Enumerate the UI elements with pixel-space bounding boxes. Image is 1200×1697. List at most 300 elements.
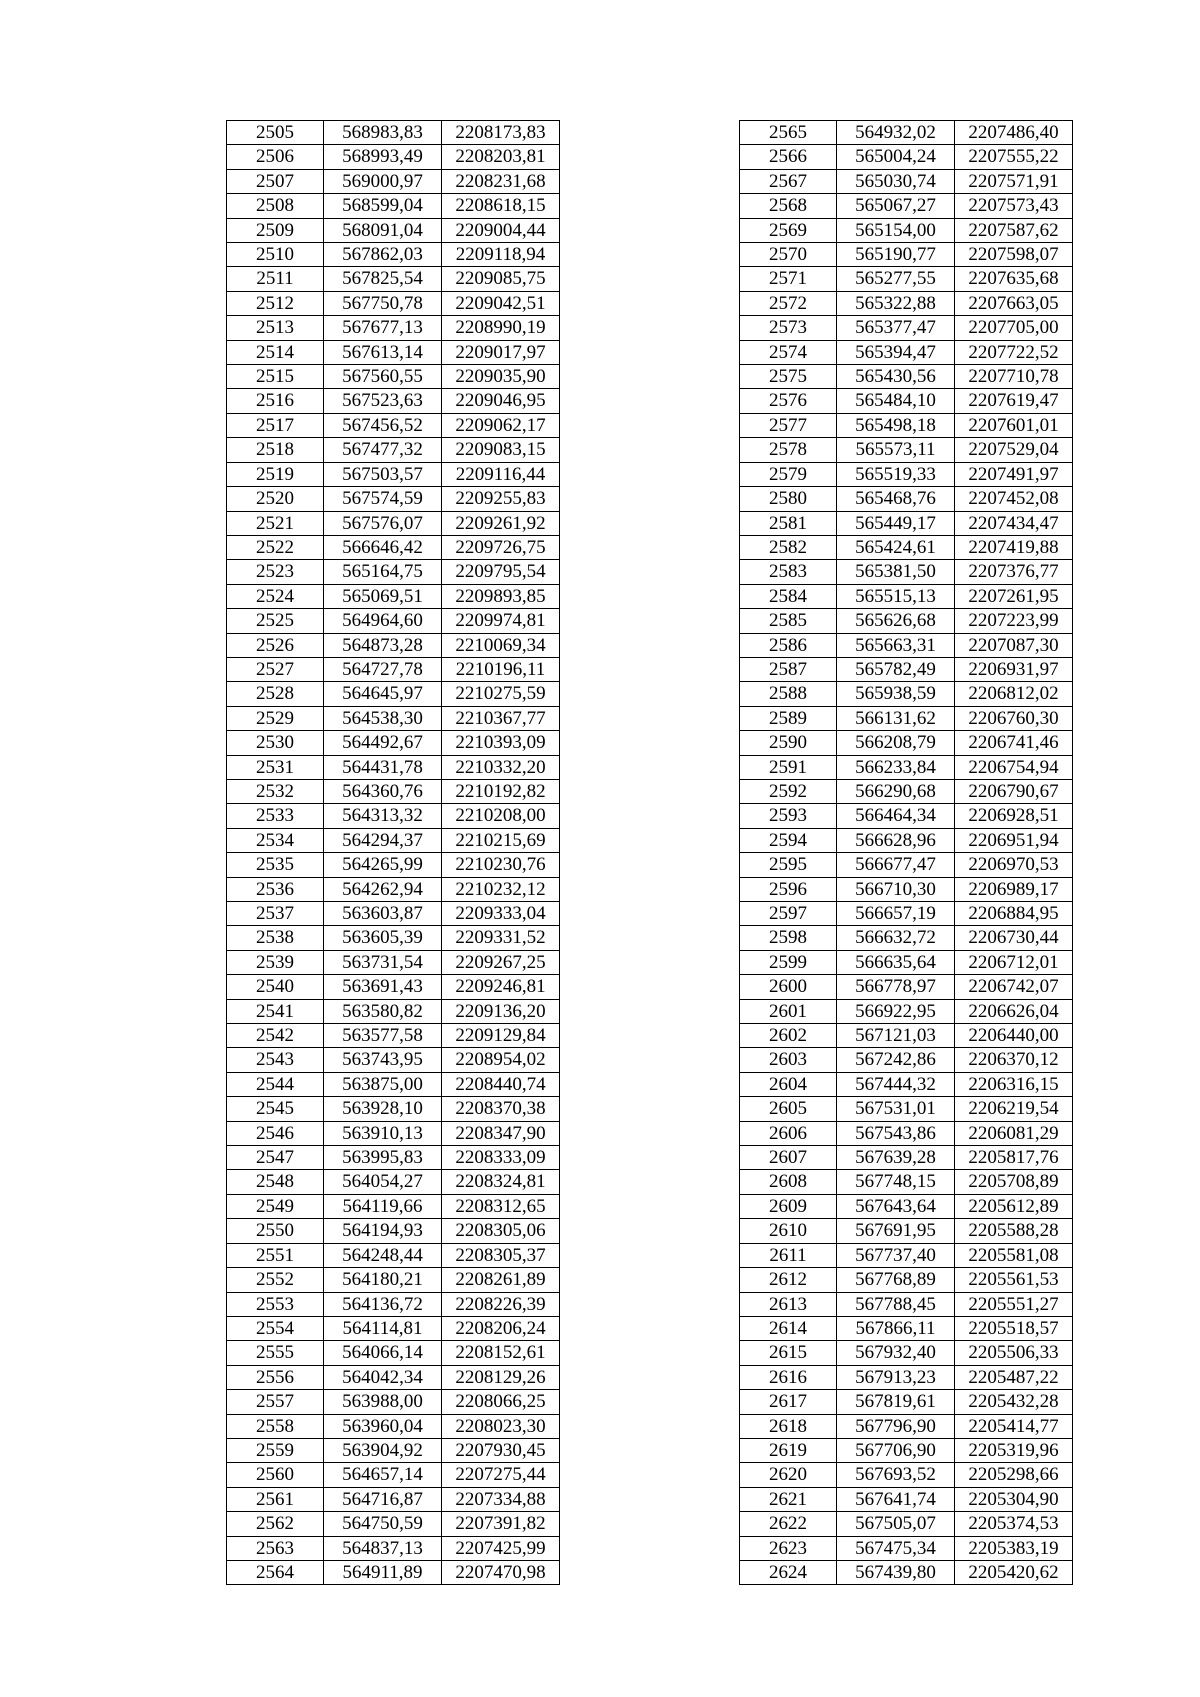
point-number-cell: 2519 xyxy=(227,462,324,486)
x-coordinate-cell: 567862,03 xyxy=(324,243,442,267)
y-coordinate-cell: 2206440,00 xyxy=(955,1024,1073,1048)
table-row xyxy=(740,1341,1073,1365)
y-coordinate-cell: 2207663,05 xyxy=(955,291,1073,315)
x-coordinate-cell: 564194,93 xyxy=(324,1219,442,1243)
y-coordinate-cell: 2209261,92 xyxy=(442,511,560,535)
point-number-cell: 2602 xyxy=(740,1024,837,1048)
x-coordinate-cell: 567641,74 xyxy=(837,1487,955,1511)
point-number-cell: 2585 xyxy=(740,609,837,633)
y-coordinate-cell: 2209035,90 xyxy=(442,365,560,389)
y-coordinate-cell: 2206928,51 xyxy=(955,804,1073,828)
x-coordinate-cell: 567768,89 xyxy=(837,1268,955,1292)
y-coordinate-cell: 2209893,85 xyxy=(442,584,560,608)
x-coordinate-cell: 566628,96 xyxy=(837,828,955,852)
table-row xyxy=(740,706,1073,730)
table-row xyxy=(740,950,1073,974)
y-coordinate-cell: 2206760,30 xyxy=(955,706,1073,730)
table-row xyxy=(227,926,560,950)
point-number-cell: 2598 xyxy=(740,926,837,950)
x-coordinate-cell: 565069,51 xyxy=(324,584,442,608)
x-coordinate-cell: 566632,72 xyxy=(837,926,955,950)
y-coordinate-cell: 2208954,02 xyxy=(442,1048,560,1072)
x-coordinate-cell: 565394,47 xyxy=(837,340,955,364)
point-number-cell: 2505 xyxy=(227,121,324,145)
y-coordinate-cell: 2208023,30 xyxy=(442,1414,560,1438)
x-coordinate-cell: 563605,39 xyxy=(324,926,442,950)
x-coordinate-cell: 564313,32 xyxy=(324,804,442,828)
y-coordinate-cell: 2207571,91 xyxy=(955,169,1073,193)
point-number-cell: 2622 xyxy=(740,1512,837,1536)
point-number-cell: 2563 xyxy=(227,1536,324,1560)
y-coordinate-cell: 2209795,54 xyxy=(442,560,560,584)
y-coordinate-cell: 2206989,17 xyxy=(955,877,1073,901)
table-row xyxy=(227,413,560,437)
y-coordinate-cell: 2209267,25 xyxy=(442,950,560,974)
y-coordinate-cell: 2209042,51 xyxy=(442,291,560,315)
table-row xyxy=(227,1219,560,1243)
x-coordinate-cell: 567477,32 xyxy=(324,438,442,462)
table-row xyxy=(740,1170,1073,1194)
x-coordinate-cell: 564837,13 xyxy=(324,1536,442,1560)
point-number-cell: 2509 xyxy=(227,218,324,242)
x-coordinate-cell: 566778,97 xyxy=(837,975,955,999)
point-number-cell: 2569 xyxy=(740,218,837,242)
point-number-cell: 2621 xyxy=(740,1487,837,1511)
y-coordinate-cell: 2209004,44 xyxy=(442,218,560,242)
x-coordinate-cell: 566710,30 xyxy=(837,877,955,901)
x-coordinate-cell: 566657,19 xyxy=(837,902,955,926)
point-number-cell: 2558 xyxy=(227,1414,324,1438)
table-row xyxy=(740,804,1073,828)
table-row xyxy=(740,1316,1073,1340)
y-coordinate-cell: 2208226,39 xyxy=(442,1292,560,1316)
table-row xyxy=(740,657,1073,681)
y-coordinate-cell: 2209083,15 xyxy=(442,438,560,462)
table-row xyxy=(227,340,560,364)
y-coordinate-cell: 2206712,01 xyxy=(955,950,1073,974)
y-coordinate-cell: 2209129,84 xyxy=(442,1024,560,1048)
y-coordinate-cell: 2207619,47 xyxy=(955,389,1073,413)
x-coordinate-cell: 563960,04 xyxy=(324,1414,442,1438)
table-row xyxy=(227,657,560,681)
y-coordinate-cell: 2205518,57 xyxy=(955,1316,1073,1340)
x-coordinate-cell: 568599,04 xyxy=(324,194,442,218)
x-coordinate-cell: 567737,40 xyxy=(837,1243,955,1267)
table-row xyxy=(740,1560,1073,1584)
point-number-cell: 2557 xyxy=(227,1390,324,1414)
point-number-cell: 2541 xyxy=(227,999,324,1023)
x-coordinate-cell: 564727,78 xyxy=(324,657,442,681)
point-number-cell: 2610 xyxy=(740,1219,837,1243)
x-coordinate-cell: 564262,94 xyxy=(324,877,442,901)
x-coordinate-cell: 564294,37 xyxy=(324,828,442,852)
y-coordinate-cell: 2207491,97 xyxy=(955,462,1073,486)
point-number-cell: 2555 xyxy=(227,1341,324,1365)
point-number-cell: 2524 xyxy=(227,584,324,608)
table-row xyxy=(227,194,560,218)
point-number-cell: 2589 xyxy=(740,706,837,730)
table-row xyxy=(740,975,1073,999)
table-row xyxy=(227,145,560,169)
y-coordinate-cell: 2206370,12 xyxy=(955,1048,1073,1072)
table-row xyxy=(227,1048,560,1072)
table-row xyxy=(227,267,560,291)
y-coordinate-cell: 2210393,09 xyxy=(442,731,560,755)
y-coordinate-cell: 2207223,99 xyxy=(955,609,1073,633)
x-coordinate-cell: 566464,34 xyxy=(837,804,955,828)
table-row xyxy=(740,487,1073,511)
x-coordinate-cell: 565322,88 xyxy=(837,291,955,315)
point-number-cell: 2512 xyxy=(227,291,324,315)
x-coordinate-cell: 563904,92 xyxy=(324,1438,442,1462)
table-row xyxy=(227,169,560,193)
table-row xyxy=(740,560,1073,584)
x-coordinate-cell: 564538,30 xyxy=(324,706,442,730)
x-coordinate-cell: 563577,58 xyxy=(324,1024,442,1048)
x-coordinate-cell: 563910,13 xyxy=(324,1121,442,1145)
y-coordinate-cell: 2208305,37 xyxy=(442,1243,560,1267)
table-row xyxy=(227,1121,560,1145)
point-number-cell: 2521 xyxy=(227,511,324,535)
table-row xyxy=(740,243,1073,267)
table-row xyxy=(740,535,1073,559)
point-number-cell: 2536 xyxy=(227,877,324,901)
y-coordinate-cell: 2206081,29 xyxy=(955,1121,1073,1145)
y-coordinate-cell: 2208173,83 xyxy=(442,121,560,145)
x-coordinate-cell: 564964,60 xyxy=(324,609,442,633)
point-number-cell: 2554 xyxy=(227,1316,324,1340)
x-coordinate-cell: 563731,54 xyxy=(324,950,442,974)
y-coordinate-cell: 2207391,82 xyxy=(442,1512,560,1536)
table-row xyxy=(227,584,560,608)
point-number-cell: 2553 xyxy=(227,1292,324,1316)
point-number-cell: 2604 xyxy=(740,1072,837,1096)
table-row xyxy=(227,1292,560,1316)
table-row xyxy=(227,1438,560,1462)
x-coordinate-cell: 566635,64 xyxy=(837,950,955,974)
y-coordinate-cell: 2207419,88 xyxy=(955,535,1073,559)
table-row xyxy=(740,218,1073,242)
y-coordinate-cell: 2207486,40 xyxy=(955,121,1073,145)
table-row xyxy=(227,365,560,389)
y-coordinate-cell: 2205581,08 xyxy=(955,1243,1073,1267)
point-number-cell: 2613 xyxy=(740,1292,837,1316)
x-coordinate-cell: 568993,49 xyxy=(324,145,442,169)
point-number-cell: 2531 xyxy=(227,755,324,779)
x-coordinate-cell: 565663,31 xyxy=(837,633,955,657)
y-coordinate-cell: 2210367,77 xyxy=(442,706,560,730)
table-row xyxy=(227,779,560,803)
point-number-cell: 2546 xyxy=(227,1121,324,1145)
table-row xyxy=(740,853,1073,877)
table-row xyxy=(740,1512,1073,1536)
table-body xyxy=(740,121,1073,1585)
y-coordinate-cell: 2208618,15 xyxy=(442,194,560,218)
point-number-cell: 2624 xyxy=(740,1560,837,1584)
table-row xyxy=(740,877,1073,901)
x-coordinate-cell: 566233,84 xyxy=(837,755,955,779)
table-row xyxy=(227,1146,560,1170)
x-coordinate-cell: 565381,50 xyxy=(837,560,955,584)
table-row xyxy=(227,243,560,267)
point-number-cell: 2592 xyxy=(740,779,837,803)
table-row xyxy=(740,779,1073,803)
point-number-cell: 2600 xyxy=(740,975,837,999)
y-coordinate-cell: 2206970,53 xyxy=(955,853,1073,877)
y-coordinate-cell: 2207598,07 xyxy=(955,243,1073,267)
x-coordinate-cell: 566290,68 xyxy=(837,779,955,803)
point-number-cell: 2623 xyxy=(740,1536,837,1560)
x-coordinate-cell: 565573,11 xyxy=(837,438,955,462)
y-coordinate-cell: 2205432,28 xyxy=(955,1390,1073,1414)
point-number-cell: 2549 xyxy=(227,1194,324,1218)
y-coordinate-cell: 2208129,26 xyxy=(442,1365,560,1389)
y-coordinate-cell: 2207261,95 xyxy=(955,584,1073,608)
point-number-cell: 2606 xyxy=(740,1121,837,1145)
point-number-cell: 2562 xyxy=(227,1512,324,1536)
x-coordinate-cell: 563988,00 xyxy=(324,1390,442,1414)
y-coordinate-cell: 2207573,43 xyxy=(955,194,1073,218)
x-coordinate-cell: 567456,52 xyxy=(324,413,442,437)
y-coordinate-cell: 2210069,34 xyxy=(442,633,560,657)
table-row xyxy=(740,1536,1073,1560)
point-number-cell: 2548 xyxy=(227,1170,324,1194)
x-coordinate-cell: 563743,95 xyxy=(324,1048,442,1072)
y-coordinate-cell: 2205420,62 xyxy=(955,1560,1073,1584)
x-coordinate-cell: 567825,54 xyxy=(324,267,442,291)
table-row xyxy=(740,1121,1073,1145)
table-row xyxy=(227,1024,560,1048)
x-coordinate-cell: 565030,74 xyxy=(837,169,955,193)
x-coordinate-cell: 567475,34 xyxy=(837,1536,955,1560)
x-coordinate-cell: 565515,13 xyxy=(837,584,955,608)
y-coordinate-cell: 2209726,75 xyxy=(442,535,560,559)
table-row xyxy=(227,731,560,755)
y-coordinate-cell: 2207635,68 xyxy=(955,267,1073,291)
table-row xyxy=(740,413,1073,437)
point-number-cell: 2603 xyxy=(740,1048,837,1072)
y-coordinate-cell: 2208152,61 xyxy=(442,1341,560,1365)
point-number-cell: 2608 xyxy=(740,1170,837,1194)
table-row xyxy=(227,1194,560,1218)
point-number-cell: 2532 xyxy=(227,779,324,803)
point-number-cell: 2526 xyxy=(227,633,324,657)
table-row xyxy=(740,755,1073,779)
x-coordinate-cell: 565484,10 xyxy=(837,389,955,413)
x-coordinate-cell: 567748,15 xyxy=(837,1170,955,1194)
table-row xyxy=(227,487,560,511)
x-coordinate-cell: 567639,28 xyxy=(837,1146,955,1170)
y-coordinate-cell: 2205612,89 xyxy=(955,1194,1073,1218)
x-coordinate-cell: 565449,17 xyxy=(837,511,955,535)
point-number-cell: 2559 xyxy=(227,1438,324,1462)
point-number-cell: 2616 xyxy=(740,1365,837,1389)
table-row xyxy=(227,1268,560,1292)
x-coordinate-cell: 566646,42 xyxy=(324,535,442,559)
table-row xyxy=(740,1463,1073,1487)
y-coordinate-cell: 2206316,15 xyxy=(955,1072,1073,1096)
y-coordinate-cell: 2209333,04 xyxy=(442,902,560,926)
x-coordinate-cell: 565468,76 xyxy=(837,487,955,511)
y-coordinate-cell: 2210196,11 xyxy=(442,657,560,681)
point-number-cell: 2605 xyxy=(740,1097,837,1121)
table-row xyxy=(740,682,1073,706)
y-coordinate-cell: 2208231,68 xyxy=(442,169,560,193)
x-coordinate-cell: 564873,28 xyxy=(324,633,442,657)
y-coordinate-cell: 2208333,09 xyxy=(442,1146,560,1170)
point-number-cell: 2575 xyxy=(740,365,837,389)
x-coordinate-cell: 565498,18 xyxy=(837,413,955,437)
x-coordinate-cell: 564360,76 xyxy=(324,779,442,803)
table-body xyxy=(227,121,560,1585)
table-row xyxy=(740,1487,1073,1511)
x-coordinate-cell: 563580,82 xyxy=(324,999,442,1023)
point-number-cell: 2588 xyxy=(740,682,837,706)
table-row xyxy=(227,1414,560,1438)
table-row xyxy=(740,169,1073,193)
y-coordinate-cell: 2206626,04 xyxy=(955,999,1073,1023)
table-row xyxy=(740,999,1073,1023)
table-row xyxy=(227,1390,560,1414)
y-coordinate-cell: 2205383,19 xyxy=(955,1536,1073,1560)
x-coordinate-cell: 565004,24 xyxy=(837,145,955,169)
x-coordinate-cell: 564750,59 xyxy=(324,1512,442,1536)
point-number-cell: 2520 xyxy=(227,487,324,511)
x-coordinate-cell: 566131,62 xyxy=(837,706,955,730)
point-number-cell: 2577 xyxy=(740,413,837,437)
y-coordinate-cell: 2208203,81 xyxy=(442,145,560,169)
point-number-cell: 2620 xyxy=(740,1463,837,1487)
table-row xyxy=(740,462,1073,486)
y-coordinate-cell: 2207434,47 xyxy=(955,511,1073,535)
table-row xyxy=(227,121,560,145)
point-number-cell: 2581 xyxy=(740,511,837,535)
point-number-cell: 2587 xyxy=(740,657,837,681)
point-number-cell: 2576 xyxy=(740,389,837,413)
x-coordinate-cell: 567913,23 xyxy=(837,1365,955,1389)
x-coordinate-cell: 564180,21 xyxy=(324,1268,442,1292)
x-coordinate-cell: 567788,45 xyxy=(837,1292,955,1316)
table-row xyxy=(227,999,560,1023)
table-row xyxy=(740,1194,1073,1218)
y-coordinate-cell: 2209046,95 xyxy=(442,389,560,413)
x-coordinate-cell: 567691,95 xyxy=(837,1219,955,1243)
point-number-cell: 2517 xyxy=(227,413,324,437)
y-coordinate-cell: 2205506,33 xyxy=(955,1341,1073,1365)
y-coordinate-cell: 2206931,97 xyxy=(955,657,1073,681)
point-number-cell: 2518 xyxy=(227,438,324,462)
point-number-cell: 2615 xyxy=(740,1341,837,1365)
table-row xyxy=(227,1365,560,1389)
y-coordinate-cell: 2207334,88 xyxy=(442,1487,560,1511)
table-row xyxy=(227,975,560,999)
point-number-cell: 2552 xyxy=(227,1268,324,1292)
point-number-cell: 2528 xyxy=(227,682,324,706)
point-number-cell: 2594 xyxy=(740,828,837,852)
y-coordinate-cell: 2205588,28 xyxy=(955,1219,1073,1243)
table-row xyxy=(740,609,1073,633)
point-number-cell: 2516 xyxy=(227,389,324,413)
point-number-cell: 2578 xyxy=(740,438,837,462)
coordinates-table-right xyxy=(739,120,1073,1585)
y-coordinate-cell: 2205561,53 xyxy=(955,1268,1073,1292)
table-row xyxy=(227,828,560,852)
y-coordinate-cell: 2207087,30 xyxy=(955,633,1073,657)
y-coordinate-cell: 2207930,45 xyxy=(442,1438,560,1462)
point-number-cell: 2614 xyxy=(740,1316,837,1340)
y-coordinate-cell: 2207470,98 xyxy=(442,1560,560,1584)
table-row xyxy=(740,1390,1073,1414)
x-coordinate-cell: 567505,07 xyxy=(837,1512,955,1536)
point-number-cell: 2515 xyxy=(227,365,324,389)
y-coordinate-cell: 2207452,08 xyxy=(955,487,1073,511)
y-coordinate-cell: 2210192,82 xyxy=(442,779,560,803)
x-coordinate-cell: 564911,89 xyxy=(324,1560,442,1584)
x-coordinate-cell: 565424,61 xyxy=(837,535,955,559)
table-row xyxy=(227,535,560,559)
y-coordinate-cell: 2209331,52 xyxy=(442,926,560,950)
point-number-cell: 2570 xyxy=(740,243,837,267)
table-row xyxy=(740,828,1073,852)
point-number-cell: 2513 xyxy=(227,316,324,340)
table-row xyxy=(740,340,1073,364)
y-coordinate-cell: 2209116,44 xyxy=(442,462,560,486)
y-coordinate-cell: 2209974,81 xyxy=(442,609,560,633)
table-row xyxy=(740,1072,1073,1096)
point-number-cell: 2601 xyxy=(740,999,837,1023)
x-coordinate-cell: 567121,03 xyxy=(837,1024,955,1048)
x-coordinate-cell: 565190,77 xyxy=(837,243,955,267)
y-coordinate-cell: 2207275,44 xyxy=(442,1463,560,1487)
y-coordinate-cell: 2208440,74 xyxy=(442,1072,560,1096)
y-coordinate-cell: 2209118,94 xyxy=(442,243,560,267)
point-number-cell: 2591 xyxy=(740,755,837,779)
point-number-cell: 2586 xyxy=(740,633,837,657)
x-coordinate-cell: 566922,95 xyxy=(837,999,955,1023)
point-number-cell: 2579 xyxy=(740,462,837,486)
x-coordinate-cell: 564932,02 xyxy=(837,121,955,145)
table-row xyxy=(227,877,560,901)
x-coordinate-cell: 567866,11 xyxy=(837,1316,955,1340)
table-row xyxy=(740,902,1073,926)
x-coordinate-cell: 564657,14 xyxy=(324,1463,442,1487)
table-row xyxy=(740,389,1073,413)
table-row xyxy=(227,291,560,315)
table-row xyxy=(227,218,560,242)
table-row xyxy=(227,316,560,340)
point-number-cell: 2527 xyxy=(227,657,324,681)
x-coordinate-cell: 567819,61 xyxy=(837,1390,955,1414)
x-coordinate-cell: 566208,79 xyxy=(837,731,955,755)
table-row xyxy=(227,755,560,779)
table-row xyxy=(227,1487,560,1511)
table-row xyxy=(740,438,1073,462)
table-row xyxy=(227,633,560,657)
x-coordinate-cell: 567503,57 xyxy=(324,462,442,486)
point-number-cell: 2547 xyxy=(227,1146,324,1170)
x-coordinate-cell: 567706,90 xyxy=(837,1438,955,1462)
point-number-cell: 2522 xyxy=(227,535,324,559)
table-row xyxy=(740,1292,1073,1316)
table-row xyxy=(740,1097,1073,1121)
x-coordinate-cell: 564136,72 xyxy=(324,1292,442,1316)
y-coordinate-cell: 2205817,76 xyxy=(955,1146,1073,1170)
point-number-cell: 2595 xyxy=(740,853,837,877)
table-row xyxy=(740,1219,1073,1243)
table-row xyxy=(227,511,560,535)
point-number-cell: 2582 xyxy=(740,535,837,559)
table-row xyxy=(227,804,560,828)
